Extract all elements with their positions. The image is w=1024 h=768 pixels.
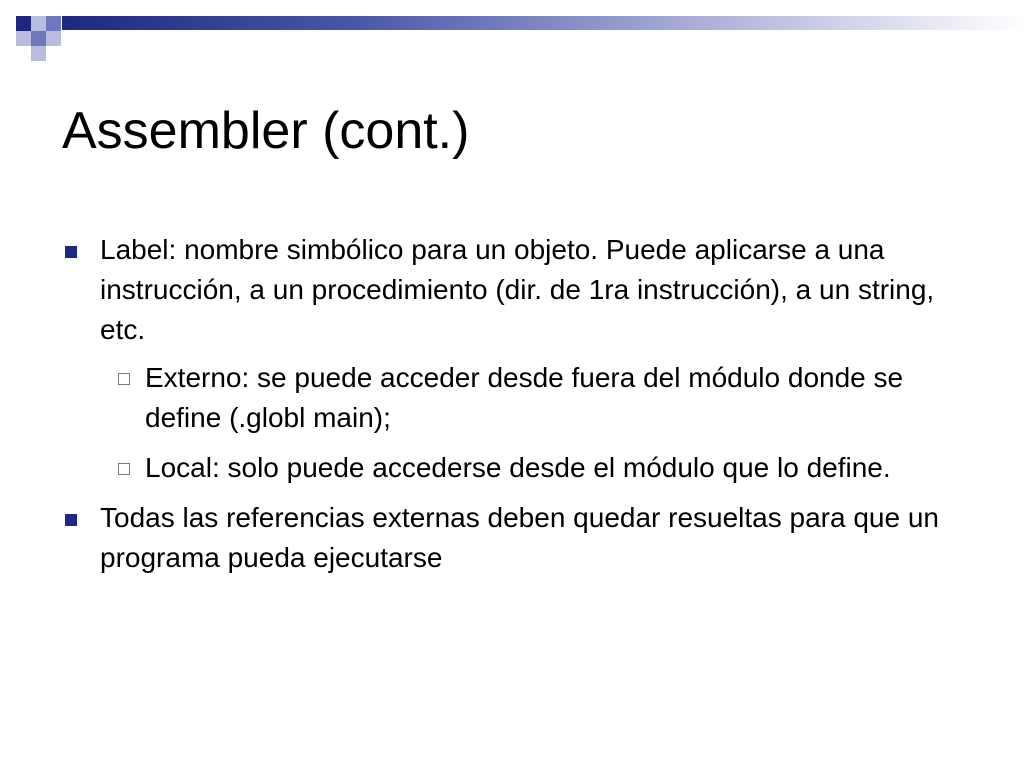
decor-square xyxy=(16,31,31,46)
filled-square-bullet-icon xyxy=(65,514,77,526)
hollow-square-bullet-icon xyxy=(118,373,130,385)
header-decoration xyxy=(0,0,1024,64)
decor-square xyxy=(31,16,46,31)
decor-square xyxy=(16,16,31,31)
decor-square xyxy=(46,31,61,46)
bullet-text: Todas las referencias externas deben quedar resueltas para que un programa pueda ejecutarse xyxy=(100,502,939,573)
decor-square xyxy=(31,31,46,46)
hollow-square-bullet-icon xyxy=(118,463,130,475)
bullet-text: Label: nombre simbólico para un objeto. Puede aplicarse a una instrucción, a un procedimiento (dir. de 1ra instrucción), a un string, etc. xyxy=(100,234,935,345)
sub-bullet-item xyxy=(115,358,972,438)
bullet-item xyxy=(62,230,972,350)
header-gradient-bar xyxy=(62,16,1024,30)
sub-bullet-text: Externo: se puede acceder desde fuera del módulo donde se define (.globl main); xyxy=(145,362,904,433)
filled-square-bullet-icon xyxy=(65,246,77,258)
decor-square xyxy=(46,16,61,31)
sub-bullet-list xyxy=(62,358,972,488)
bullet-list xyxy=(62,230,972,586)
decor-square xyxy=(31,46,46,61)
slide-title: Assembler (cont.) xyxy=(62,102,470,160)
sub-bullet-item xyxy=(115,448,972,488)
sub-bullet-text: Local: solo puede accederse desde el módulo que lo define. xyxy=(145,452,891,483)
bullet-item xyxy=(62,498,972,578)
